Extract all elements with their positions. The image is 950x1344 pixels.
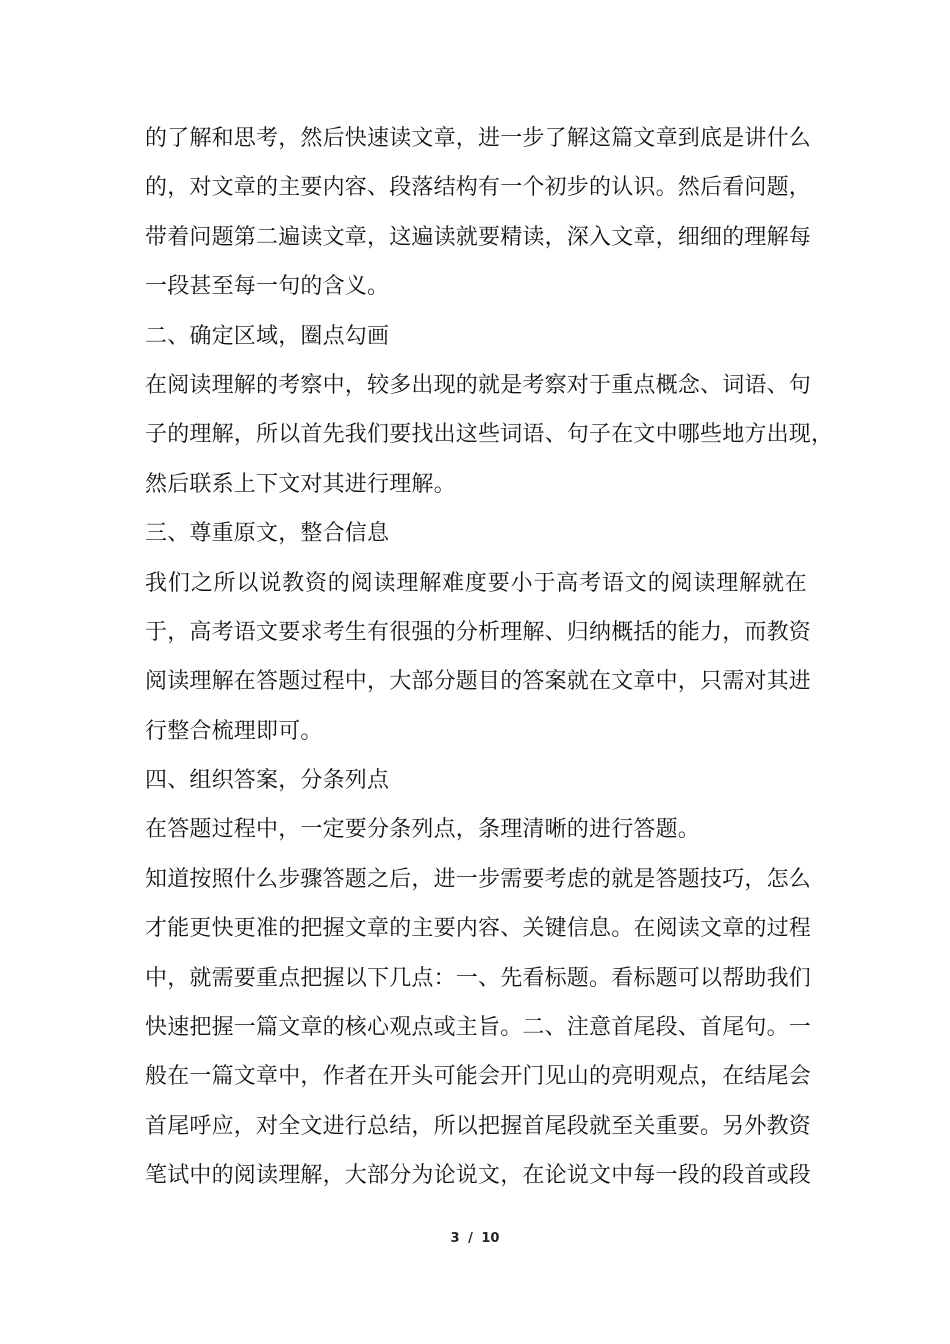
text-line: 中，就需要重点把握以下几点：一、先看标题。看标题可以帮助我们 xyxy=(145,965,812,991)
text-line: 行整合梳理即可。 xyxy=(145,718,323,744)
text-line: 然后联系上下文对其进行理解。 xyxy=(145,471,456,497)
text-line: 阅读理解在答题过程中，大部分题目的答案就在文章中，只需对其进 xyxy=(145,669,812,695)
document-body xyxy=(145,114,834,1201)
section-heading: 二、确定区域，圈点勾画 xyxy=(145,323,390,349)
text-line: 我们之所以说教资的阅读理解难度要小于高考语文的阅读理解就在 xyxy=(145,570,807,596)
text-line: 一段甚至每一句的含义。 xyxy=(145,274,390,300)
text-line: 首尾呼应，对全文进行总结，所以把握首尾段就至关重要。另外教资 xyxy=(145,1113,812,1139)
text-line: 般在一篇文章中，作者在开头可能会开门见山的亮明观点，在结尾会 xyxy=(145,1064,812,1090)
text-line: 在答题过程中，一定要分条列点，条理清晰的进行答题。 xyxy=(145,817,701,843)
section-heading: 四、组织答案，分条列点 xyxy=(145,768,390,794)
text-line: 于，高考语文要求考生有很强的分析理解、归纳概括的能力，而教资 xyxy=(145,619,812,645)
total-pages: 10 xyxy=(481,1231,500,1246)
current-page-number: 3 xyxy=(450,1231,460,1246)
text-line: 笔试中的阅读理解，大部分为论说文，在论说文中每一段的段首或段 xyxy=(145,1163,812,1189)
text-line: 才能更快更准的把握文章的主要内容、关键信息。在阅读文章的过程 xyxy=(145,916,812,942)
text-line: 在阅读理解的考察中，较多出现的就是考察对于重点概念、词语、句 xyxy=(145,372,812,398)
text-line: 的了解和思考，然后快速读文章，进一步了解这篇文章到底是讲什么 xyxy=(145,126,812,151)
text-line: 知道按照什么步骤答题之后，进一步需要考虑的就是答题技巧，怎么 xyxy=(145,866,812,892)
text-line: 子的理解，所以首先我们要找出这些词语、句子在文中哪些地方出现， xyxy=(145,422,834,448)
text-line: 的，对文章的主要内容、段落结构有一个初步的认识。然后看问题， xyxy=(145,175,812,201)
page-number xyxy=(0,1231,950,1246)
section-heading: 三、尊重原文，整合信息 xyxy=(145,521,390,547)
text-line: 带着问题第二遍读文章，这遍读就要精读，深入文章，细细的理解每 xyxy=(145,224,812,250)
page-separator: / xyxy=(468,1231,473,1246)
text-line: 快速把握一篇文章的核心观点或主旨。二、注意首尾段、首尾句。一 xyxy=(145,1015,812,1041)
